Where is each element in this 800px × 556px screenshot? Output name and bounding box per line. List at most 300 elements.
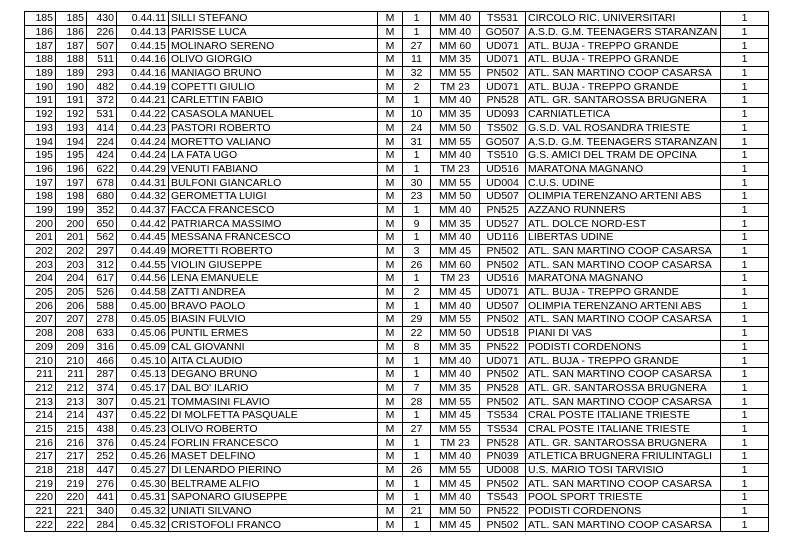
athlete-name-cell: DEGANO BRUNO	[169, 367, 378, 381]
table-row	[25, 518, 769, 532]
overall-position-cell: 208	[25, 326, 56, 340]
points-cell: 1	[721, 299, 769, 313]
class-position-cell: 219	[56, 477, 87, 491]
bib-number-cell: 284	[87, 518, 117, 532]
club-code-cell: PN039	[480, 450, 526, 464]
sex-cell: M	[378, 66, 403, 80]
overall-position-cell: 187	[25, 39, 56, 53]
overall-position-cell: 190	[25, 80, 56, 94]
category-cell: MM 50	[431, 326, 480, 340]
club-code-cell: UD507	[480, 299, 526, 313]
points-cell: 1	[721, 217, 769, 231]
class-position-cell: 203	[56, 258, 87, 272]
bib-number-cell: 312	[87, 258, 117, 272]
club-name-cell: AZZANO RUNNERS	[526, 203, 721, 217]
category-cell: MM 55	[431, 176, 480, 190]
athlete-name-cell: MORETTI ROBERTO	[169, 244, 378, 258]
category-position-cell: 2	[403, 80, 431, 94]
sex-cell: M	[378, 80, 403, 94]
finish-time-cell: 0.44.31	[117, 176, 169, 190]
athlete-name-cell: OLIVO ROBERTO	[169, 422, 378, 436]
table-row	[25, 313, 769, 327]
sex-cell: M	[378, 39, 403, 53]
sex-cell: M	[378, 450, 403, 464]
class-position-cell: 221	[56, 504, 87, 518]
overall-position-cell: 191	[25, 94, 56, 108]
sex-cell: M	[378, 491, 403, 505]
sex-cell: M	[378, 518, 403, 532]
club-code-cell: PN502	[480, 244, 526, 258]
class-position-cell: 211	[56, 367, 87, 381]
overall-position-cell: 217	[25, 450, 56, 464]
table-row	[25, 12, 769, 26]
athlete-name-cell: CRISTOFOLI FRANCO	[169, 518, 378, 532]
table-row	[25, 244, 769, 258]
overall-position-cell: 199	[25, 203, 56, 217]
category-position-cell: 1	[403, 477, 431, 491]
overall-position-cell: 202	[25, 244, 56, 258]
category-cell: MM 55	[431, 313, 480, 327]
athlete-name-cell: TOMMASINI FLAVIO	[169, 395, 378, 409]
table-row	[25, 66, 769, 80]
bib-number-cell: 531	[87, 107, 117, 121]
category-position-cell: 1	[403, 203, 431, 217]
points-cell: 1	[721, 326, 769, 340]
finish-time-cell: 0.44.42	[117, 217, 169, 231]
club-name-cell: ATL. GR. SANTAROSSA BRUGNERA	[526, 94, 721, 108]
finish-time-cell: 0.44.23	[117, 121, 169, 135]
athlete-name-cell: MOLINARO SERENO	[169, 39, 378, 53]
class-position-cell: 186	[56, 25, 87, 39]
overall-position-cell: 206	[25, 299, 56, 313]
points-cell: 1	[721, 25, 769, 39]
bib-number-cell: 374	[87, 381, 117, 395]
category-cell: MM 55	[431, 463, 480, 477]
sex-cell: M	[378, 354, 403, 368]
bib-number-cell: 287	[87, 367, 117, 381]
finish-time-cell: 0.44.16	[117, 53, 169, 67]
category-position-cell: 1	[403, 354, 431, 368]
athlete-name-cell: CASASOLA MANUEL	[169, 107, 378, 121]
sex-cell: M	[378, 299, 403, 313]
finish-time-cell: 0.44.37	[117, 203, 169, 217]
category-cell: MM 40	[431, 367, 480, 381]
bib-number-cell: 276	[87, 477, 117, 491]
sex-cell: M	[378, 463, 403, 477]
bib-number-cell: 424	[87, 148, 117, 162]
category-cell: MM 50	[431, 504, 480, 518]
table-row	[25, 491, 769, 505]
club-name-cell: ATL. BUJA - TREPPO GRANDE	[526, 80, 721, 94]
points-cell: 1	[721, 408, 769, 422]
points-cell: 1	[721, 80, 769, 94]
overall-position-cell: 201	[25, 231, 56, 245]
club-name-cell: ATL. BUJA - TREPPO GRANDE	[526, 39, 721, 53]
finish-time-cell: 0.44.55	[117, 258, 169, 272]
sex-cell: M	[378, 285, 403, 299]
club-name-cell: PIANI DI VAS	[526, 326, 721, 340]
bib-number-cell: 633	[87, 326, 117, 340]
bib-number-cell: 622	[87, 162, 117, 176]
results-table	[24, 11, 769, 532]
finish-time-cell: 0.45.24	[117, 436, 169, 450]
class-position-cell: 194	[56, 135, 87, 149]
athlete-name-cell: CAL GIOVANNI	[169, 340, 378, 354]
bib-number-cell: 678	[87, 176, 117, 190]
category-position-cell: 1	[403, 491, 431, 505]
club-name-cell: A.S.D. G.M. TEENAGERS STARANZAN	[526, 135, 721, 149]
club-code-cell: UD518	[480, 326, 526, 340]
overall-position-cell: 213	[25, 395, 56, 409]
club-name-cell: ATL. GR. SANTAROSSA BRUGNERA	[526, 381, 721, 395]
athlete-name-cell: MANIAGO BRUNO	[169, 66, 378, 80]
bib-number-cell: 414	[87, 121, 117, 135]
sex-cell: M	[378, 408, 403, 422]
table-row	[25, 381, 769, 395]
class-position-cell: 207	[56, 313, 87, 327]
category-cell: MM 55	[431, 395, 480, 409]
bib-number-cell: 293	[87, 66, 117, 80]
overall-position-cell: 204	[25, 272, 56, 286]
points-cell: 1	[721, 189, 769, 203]
sex-cell: M	[378, 395, 403, 409]
overall-position-cell: 220	[25, 491, 56, 505]
points-cell: 1	[721, 94, 769, 108]
finish-time-cell: 0.44.29	[117, 162, 169, 176]
club-name-cell: ATL. SAN MARTINO COOP CASARSA	[526, 395, 721, 409]
bib-number-cell: 588	[87, 299, 117, 313]
overall-position-cell: 214	[25, 408, 56, 422]
overall-position-cell: 218	[25, 463, 56, 477]
points-cell: 1	[721, 121, 769, 135]
finish-time-cell: 0.45.17	[117, 381, 169, 395]
finish-time-cell: 0.45.30	[117, 477, 169, 491]
athlete-name-cell: MASET DELFINO	[169, 450, 378, 464]
overall-position-cell: 216	[25, 436, 56, 450]
bib-number-cell: 297	[87, 244, 117, 258]
club-code-cell: UD116	[480, 231, 526, 245]
bib-number-cell: 562	[87, 231, 117, 245]
points-cell: 1	[721, 436, 769, 450]
category-cell: TM 23	[431, 80, 480, 94]
table-row	[25, 189, 769, 203]
bib-number-cell: 316	[87, 340, 117, 354]
category-cell: MM 35	[431, 340, 480, 354]
club-name-cell: G.S.D. VAL ROSANDRA TRIESTE	[526, 121, 721, 135]
category-position-cell: 1	[403, 408, 431, 422]
bib-number-cell: 617	[87, 272, 117, 286]
bib-number-cell: 680	[87, 189, 117, 203]
category-cell: MM 35	[431, 381, 480, 395]
category-position-cell: 8	[403, 340, 431, 354]
table-row	[25, 395, 769, 409]
table-row	[25, 107, 769, 121]
category-cell: MM 40	[431, 94, 480, 108]
sex-cell: M	[378, 121, 403, 135]
club-name-cell: U.S. MARIO TOSI TARVISIO	[526, 463, 721, 477]
points-cell: 1	[721, 53, 769, 67]
club-code-cell: UD527	[480, 217, 526, 231]
points-cell: 1	[721, 148, 769, 162]
finish-time-cell: 0.45.09	[117, 340, 169, 354]
points-cell: 1	[721, 272, 769, 286]
overall-position-cell: 189	[25, 66, 56, 80]
athlete-name-cell: LENA EMANUELE	[169, 272, 378, 286]
club-name-cell: OLIMPIA TERENZANO ARTENI ABS	[526, 189, 721, 203]
club-name-cell: CRAL POSTE ITALIANE TRIESTE	[526, 422, 721, 436]
club-name-cell: MARATONA MAGNANO	[526, 272, 721, 286]
points-cell: 1	[721, 107, 769, 121]
category-position-cell: 1	[403, 367, 431, 381]
club-name-cell: CRAL POSTE ITALIANE TRIESTE	[526, 408, 721, 422]
club-code-cell: UD004	[480, 176, 526, 190]
category-cell: MM 55	[431, 422, 480, 436]
finish-time-cell: 0.45.31	[117, 491, 169, 505]
club-name-cell: A.S.D. G.M. TEENAGERS STARANZAN	[526, 25, 721, 39]
athlete-name-cell: UNIATI SILVANO	[169, 504, 378, 518]
overall-position-cell: 219	[25, 477, 56, 491]
bib-number-cell: 482	[87, 80, 117, 94]
class-position-cell: 192	[56, 107, 87, 121]
class-position-cell: 212	[56, 381, 87, 395]
bib-number-cell: 376	[87, 436, 117, 450]
class-position-cell: 210	[56, 354, 87, 368]
table-row	[25, 326, 769, 340]
athlete-name-cell: PUNTIL ERMES	[169, 326, 378, 340]
club-name-cell: ATL. SAN MARTINO COOP CASARSA	[526, 477, 721, 491]
finish-time-cell: 0.45.06	[117, 326, 169, 340]
category-cell: MM 35	[431, 217, 480, 231]
class-position-cell: 191	[56, 94, 87, 108]
bib-number-cell: 372	[87, 94, 117, 108]
table-row	[25, 299, 769, 313]
overall-position-cell: 200	[25, 217, 56, 231]
category-position-cell: 1	[403, 25, 431, 39]
finish-time-cell: 0.45.32	[117, 518, 169, 532]
class-position-cell: 200	[56, 217, 87, 231]
sex-cell: M	[378, 477, 403, 491]
table-row	[25, 422, 769, 436]
sex-cell: M	[378, 313, 403, 327]
athlete-name-cell: BRAVO PAOLO	[169, 299, 378, 313]
finish-time-cell: 0.44.32	[117, 189, 169, 203]
club-name-cell: MARATONA MAGNANO	[526, 162, 721, 176]
athlete-name-cell: SILLI STEFANO	[169, 12, 378, 26]
overall-position-cell: 222	[25, 518, 56, 532]
overall-position-cell: 194	[25, 135, 56, 149]
athlete-name-cell: DI MOLFETTA PASQUALE	[169, 408, 378, 422]
class-position-cell: 216	[56, 436, 87, 450]
club-name-cell: ATLETICA BRUGNERA FRIULINTAGLI	[526, 450, 721, 464]
class-position-cell: 208	[56, 326, 87, 340]
athlete-name-cell: BULFONI GIANCARLO	[169, 176, 378, 190]
points-cell: 1	[721, 504, 769, 518]
category-position-cell: 1	[403, 12, 431, 26]
club-code-cell: UD071	[480, 53, 526, 67]
sex-cell: M	[378, 217, 403, 231]
category-position-cell: 1	[403, 436, 431, 450]
category-position-cell: 27	[403, 39, 431, 53]
table-row	[25, 477, 769, 491]
athlete-name-cell: MESSANA FRANCESCO	[169, 231, 378, 245]
category-cell: MM 40	[431, 148, 480, 162]
points-cell: 1	[721, 176, 769, 190]
class-position-cell: 205	[56, 285, 87, 299]
category-cell: TM 23	[431, 162, 480, 176]
finish-time-cell: 0.45.27	[117, 463, 169, 477]
bib-number-cell: 430	[87, 12, 117, 26]
category-position-cell: 1	[403, 518, 431, 532]
sex-cell: M	[378, 244, 403, 258]
points-cell: 1	[721, 450, 769, 464]
finish-time-cell: 0.44.19	[117, 80, 169, 94]
points-cell: 1	[721, 491, 769, 505]
club-name-cell: LIBERTAS UDINE	[526, 231, 721, 245]
athlete-name-cell: LA FATA UGO	[169, 148, 378, 162]
club-name-cell: ATL. SAN MARTINO COOP CASARSA	[526, 518, 721, 532]
club-code-cell: PN528	[480, 94, 526, 108]
athlete-name-cell: FORLIN FRANCESCO	[169, 436, 378, 450]
club-code-cell: UD071	[480, 285, 526, 299]
club-code-cell: UD071	[480, 80, 526, 94]
athlete-name-cell: DI LENARDO PIERINO	[169, 463, 378, 477]
overall-position-cell: 209	[25, 340, 56, 354]
class-position-cell: 217	[56, 450, 87, 464]
club-name-cell: POOL SPORT TRIESTE	[526, 491, 721, 505]
club-name-cell: ATL. SAN MARTINO COOP CASARSA	[526, 367, 721, 381]
points-cell: 1	[721, 313, 769, 327]
club-name-cell: ATL. SAN MARTINO COOP CASARSA	[526, 313, 721, 327]
category-cell: MM 40	[431, 354, 480, 368]
category-position-cell: 1	[403, 94, 431, 108]
club-name-cell: ATL. BUJA - TREPPO GRANDE	[526, 285, 721, 299]
overall-position-cell: 212	[25, 381, 56, 395]
category-position-cell: 24	[403, 121, 431, 135]
club-code-cell: TS510	[480, 148, 526, 162]
class-position-cell: 220	[56, 491, 87, 505]
category-cell: MM 60	[431, 39, 480, 53]
category-cell: MM 55	[431, 135, 480, 149]
overall-position-cell: 193	[25, 121, 56, 135]
bib-number-cell: 511	[87, 53, 117, 67]
category-position-cell: 9	[403, 217, 431, 231]
bib-number-cell: 507	[87, 39, 117, 53]
overall-position-cell: 197	[25, 176, 56, 190]
overall-position-cell: 207	[25, 313, 56, 327]
club-code-cell: PN528	[480, 436, 526, 450]
bib-number-cell: 437	[87, 408, 117, 422]
club-code-cell: UD516	[480, 162, 526, 176]
club-code-cell: PN528	[480, 381, 526, 395]
class-position-cell: 204	[56, 272, 87, 286]
table-row	[25, 217, 769, 231]
sex-cell: M	[378, 148, 403, 162]
category-position-cell: 1	[403, 162, 431, 176]
finish-time-cell: 0.44.58	[117, 285, 169, 299]
club-code-cell: GO507	[480, 25, 526, 39]
category-cell: MM 45	[431, 408, 480, 422]
overall-position-cell: 198	[25, 189, 56, 203]
club-name-cell: ATL. SAN MARTINO COOP CASARSA	[526, 244, 721, 258]
finish-time-cell: 0.45.13	[117, 367, 169, 381]
club-code-cell: PN525	[480, 203, 526, 217]
athlete-name-cell: PARISSE LUCA	[169, 25, 378, 39]
finish-time-cell: 0.44.24	[117, 135, 169, 149]
category-position-cell: 27	[403, 422, 431, 436]
class-position-cell: 187	[56, 39, 87, 53]
club-code-cell: GO507	[480, 135, 526, 149]
class-position-cell: 185	[56, 12, 87, 26]
finish-time-cell: 0.44.16	[117, 66, 169, 80]
sex-cell: M	[378, 340, 403, 354]
bib-number-cell: 447	[87, 463, 117, 477]
sex-cell: M	[378, 162, 403, 176]
category-cell: MM 45	[431, 477, 480, 491]
athlete-name-cell: VIOLIN GIUSEPPE	[169, 258, 378, 272]
bib-number-cell: 441	[87, 491, 117, 505]
points-cell: 1	[721, 39, 769, 53]
finish-time-cell: 0.44.13	[117, 25, 169, 39]
category-cell: MM 35	[431, 107, 480, 121]
club-code-cell: UD507	[480, 189, 526, 203]
athlete-name-cell: SAPONARO GIUSEPPE	[169, 491, 378, 505]
athlete-name-cell: VENUTI FABIANO	[169, 162, 378, 176]
category-position-cell: 1	[403, 272, 431, 286]
points-cell: 1	[721, 12, 769, 26]
category-cell: MM 55	[431, 66, 480, 80]
bib-number-cell: 307	[87, 395, 117, 409]
athlete-name-cell: CARLETTIN FABIO	[169, 94, 378, 108]
overall-position-cell: 221	[25, 504, 56, 518]
table-row	[25, 504, 769, 518]
class-position-cell: 188	[56, 53, 87, 67]
club-name-cell: CIRCOLO RIC. UNIVERSITARI	[526, 12, 721, 26]
club-code-cell: PN522	[480, 504, 526, 518]
club-name-cell: G.S. AMICI DEL TRAM DE OPCINA	[526, 148, 721, 162]
category-position-cell: 26	[403, 258, 431, 272]
category-cell: MM 45	[431, 244, 480, 258]
overall-position-cell: 203	[25, 258, 56, 272]
table-row	[25, 80, 769, 94]
category-position-cell: 26	[403, 463, 431, 477]
points-cell: 1	[721, 395, 769, 409]
athlete-name-cell: AITA CLAUDIO	[169, 354, 378, 368]
category-position-cell: 23	[403, 189, 431, 203]
club-name-cell: OLIMPIA TERENZANO ARTENI ABS	[526, 299, 721, 313]
club-code-cell: TS531	[480, 12, 526, 26]
overall-position-cell: 186	[25, 25, 56, 39]
points-cell: 1	[721, 162, 769, 176]
category-position-cell: 3	[403, 244, 431, 258]
sex-cell: M	[378, 135, 403, 149]
class-position-cell: 206	[56, 299, 87, 313]
overall-position-cell: 205	[25, 285, 56, 299]
class-position-cell: 214	[56, 408, 87, 422]
athlete-name-cell: DAL BO' ILARIO	[169, 381, 378, 395]
overall-position-cell: 185	[25, 12, 56, 26]
bib-number-cell: 340	[87, 504, 117, 518]
bib-number-cell: 352	[87, 203, 117, 217]
points-cell: 1	[721, 354, 769, 368]
category-position-cell: 1	[403, 231, 431, 245]
category-position-cell: 22	[403, 326, 431, 340]
overall-position-cell: 196	[25, 162, 56, 176]
club-name-cell: CARNIATLETICA	[526, 107, 721, 121]
category-cell: MM 40	[431, 203, 480, 217]
finish-time-cell: 0.45.23	[117, 422, 169, 436]
category-position-cell: 31	[403, 135, 431, 149]
finish-time-cell: 0.45.05	[117, 313, 169, 327]
